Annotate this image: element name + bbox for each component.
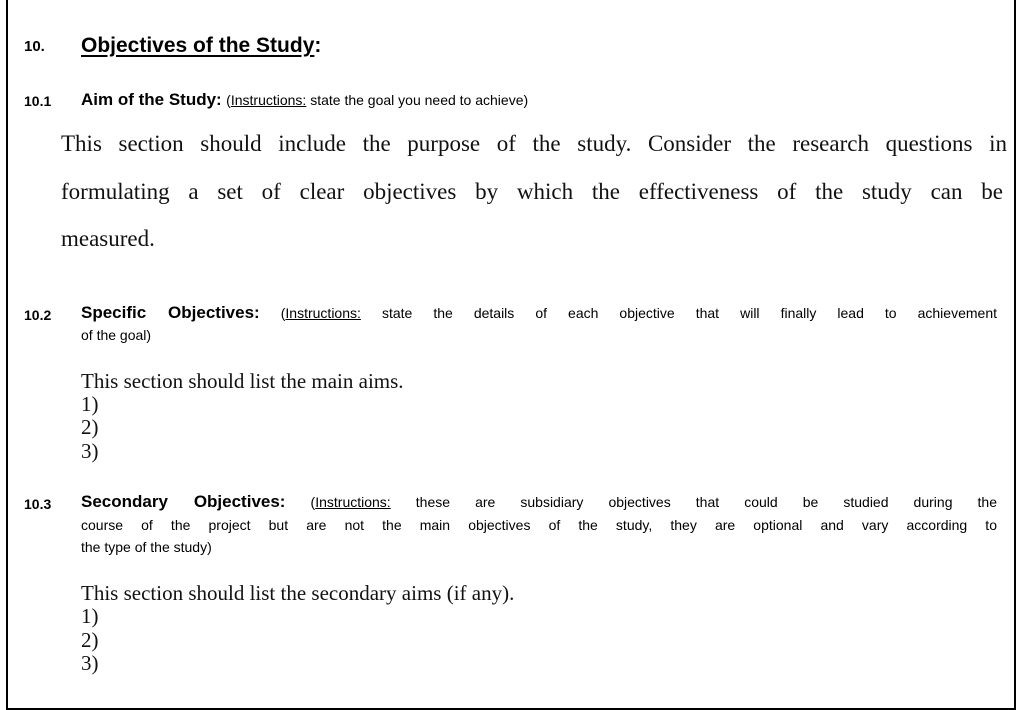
specific-item-1: 1) bbox=[81, 392, 99, 416]
aim-instructions: (Instructions: state the goal you need to achieve) bbox=[226, 92, 529, 108]
specific-label: Specific Objectives: bbox=[81, 303, 260, 322]
aim-number: 10.1 bbox=[24, 93, 52, 109]
section-title-colon: : bbox=[314, 34, 322, 57]
secondary-item-2: 2) bbox=[81, 628, 99, 652]
specific-heading bbox=[81, 303, 997, 323]
secondary-number: 10.3 bbox=[24, 496, 52, 512]
secondary-heading bbox=[81, 492, 997, 512]
specific-instructions-word: Instructions: bbox=[285, 305, 361, 321]
section-title bbox=[81, 34, 321, 58]
specific-instructions: (Instructions: state the details of each objective that will finally lead to achievement bbox=[259, 305, 997, 321]
specific-item-2: 2) bbox=[81, 415, 99, 439]
secondary-item-3: 3) bbox=[81, 651, 99, 675]
specific-instructions-cont: of the goal) bbox=[81, 327, 152, 343]
specific-body: This section should list the main aims. bbox=[81, 369, 404, 393]
aim-body-line-3: measured. bbox=[61, 226, 155, 251]
specific-number: 10.2 bbox=[24, 307, 52, 323]
secondary-instructions: (Instructions: these are subsidiary objectives that could be studied during the bbox=[285, 494, 997, 510]
secondary-body: This section should list the secondary aims (if any). bbox=[81, 581, 515, 605]
specific-item-3: 3) bbox=[81, 439, 99, 463]
aim-body-line-2: formulating a set of clear objectives by which the effectiveness of the study can be bbox=[61, 179, 1003, 204]
secondary-instructions-word: Instructions: bbox=[315, 494, 391, 510]
aim-heading bbox=[81, 90, 528, 110]
secondary-instructions-line-3: the type of the study) bbox=[81, 539, 212, 555]
aim-label: Aim of the Study: bbox=[81, 90, 222, 109]
secondary-instructions-line-2: course of the project but are not the main objectives of the study, they are optional and vary according to bbox=[81, 517, 997, 533]
secondary-label: Secondary Objectives: bbox=[81, 492, 286, 511]
aim-body-line-1: This section should include the purpose of the study. Consider the research questions in bbox=[61, 131, 1007, 156]
section-title-text: Objectives of the Study bbox=[81, 34, 315, 57]
secondary-item-1: 1) bbox=[81, 604, 99, 628]
section-number: 10. bbox=[24, 38, 45, 55]
aim-instructions-word: Instructions: bbox=[230, 92, 307, 108]
